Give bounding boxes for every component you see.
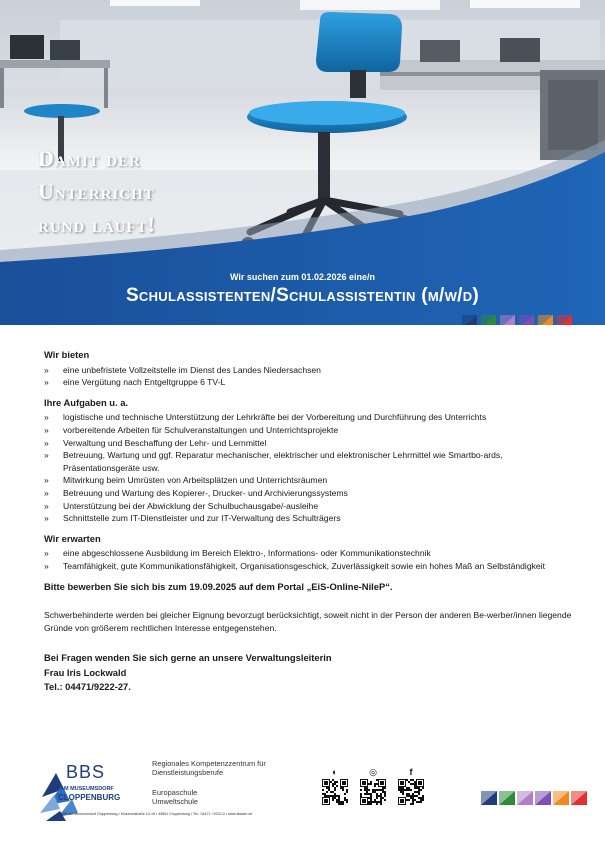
section xyxy=(44,397,574,525)
globe-icon: ◐ xyxy=(332,767,338,777)
color-swatch xyxy=(535,791,551,805)
list-item xyxy=(44,547,574,560)
bullet-marker: » xyxy=(44,364,49,375)
logo-subtitle: AM MUSEUMSDORF xyxy=(60,786,114,792)
bullet-marker: » xyxy=(44,424,49,435)
section-title: Wir bieten xyxy=(44,349,90,360)
list-item xyxy=(44,512,574,525)
footer-color-swatches xyxy=(481,791,587,805)
competence-center xyxy=(152,759,266,777)
section xyxy=(44,349,574,389)
list-item-text: Schnittstelle zum IT-Dienstleister und zur IT-Verwaltung des Schulträgers xyxy=(63,513,341,524)
color-swatch xyxy=(517,791,533,805)
bullet-marker: » xyxy=(44,450,49,461)
qr-code-icon xyxy=(398,779,424,805)
list-item xyxy=(44,500,574,513)
bullet-marker: » xyxy=(44,412,49,423)
bullet-marker: » xyxy=(44,548,49,559)
color-swatch xyxy=(553,791,569,805)
slogan-line-1: Damit der xyxy=(38,146,141,171)
color-swatch xyxy=(462,315,477,325)
color-swatches xyxy=(462,315,572,325)
website-qr[interactable] xyxy=(322,767,348,805)
disability-note: Schwerbehinderte werden bei gleicher Eignung bevorzugt berücksichtigt, soweit nicht in der Person der anderen Be-werber/innen liegende Gründe von größerem rechtlichen Interesse entgegenstehen. xyxy=(44,610,572,634)
contact-block xyxy=(44,651,574,695)
bullet-list xyxy=(44,547,574,572)
list-item-text: Unterstützung bei der Abwicklung der Schulbuchausgabe/-ausleihe xyxy=(63,500,319,511)
bullet-list xyxy=(44,364,574,389)
list-item-text: eine Vergütung nach Entgeltgruppe 6 TV-L xyxy=(63,377,226,388)
qr-code-icon xyxy=(360,779,386,805)
list-item-text: vorbereitende Arbeiten für Schulveranstaltungen und Unterrichtsprojekte xyxy=(63,424,339,435)
qr-code-icon xyxy=(322,779,348,805)
instagram-icon: ◎ xyxy=(369,767,377,777)
umweltschule-label: Umweltschule xyxy=(152,797,199,806)
list-item-text: Betreuung, Wartung und ggf. Reparatur mechanischer, elektrischer und elektronischer Lehrmittel wie Smartbo-ards, Präsentationsgeräte usw. xyxy=(63,450,503,473)
color-swatch xyxy=(557,315,572,325)
bullet-marker: » xyxy=(44,475,49,486)
color-swatch xyxy=(481,315,496,325)
list-item-text: eine abgeschlossene Ausbildung im Bereich Elektro-, Informations- oder Kommunikationstechnik xyxy=(63,548,431,559)
europaschule-label: Europaschule xyxy=(152,788,198,797)
sections-container xyxy=(44,349,574,573)
list-item xyxy=(44,449,574,474)
hero-banner xyxy=(0,0,605,325)
footer-address: BBS am Museumsdorf Cloppenburg • Museumstraße 14-16 • 49661 Cloppenburg • Tel.: 04471 / 9222-0 • www.bbsam.de xyxy=(60,812,253,816)
bullet-marker: » xyxy=(44,487,49,498)
facebook-icon: f xyxy=(409,767,413,777)
list-item xyxy=(44,376,574,389)
bullet-list xyxy=(44,411,574,524)
bullet-marker: » xyxy=(44,560,49,571)
list-item xyxy=(44,411,574,424)
list-item-text: Verwaltung und Beschaffung der Lehr- und Lernmittel xyxy=(63,437,267,448)
list-item xyxy=(44,474,574,487)
list-item-text: logistische und technische Unterstützung der Lehrkräfte bei der Vorbereitung und Durchführung des Unterrichts xyxy=(63,412,487,423)
list-item xyxy=(44,364,574,377)
competence-line-2: Dienstleistungsberufe xyxy=(152,768,224,777)
contact-name: Frau Iris Lockwald xyxy=(44,666,127,678)
contact-intro: Bei Fragen wenden Sie sich gerne an unsere Verwaltungsleiterin xyxy=(44,652,332,664)
bullet-marker: » xyxy=(44,513,49,524)
hero-tagline: Wir suchen zum 01.02.2026 eine/n xyxy=(230,272,375,282)
application-instruction: Bitte bewerben Sie sich bis zum 19.09.2025 auf dem Portal „EiS-Online-NileP“. xyxy=(44,580,393,592)
list-item-text: Betreuung und Wartung des Kopierer-, Drucker- und Archivierungssystems xyxy=(63,487,348,498)
footer xyxy=(0,745,605,856)
list-item xyxy=(44,487,574,500)
color-swatch xyxy=(481,791,497,805)
bullet-marker: » xyxy=(44,377,49,388)
school-labels xyxy=(152,788,198,806)
job-title: Schulassistenten/Schulassistentin (m/w/d) xyxy=(125,285,480,306)
list-item-text: Mitwirkung beim Umrüsten von Arbeitsplätzen und Unterrichtsräumen xyxy=(63,475,328,486)
facebook-qr[interactable] xyxy=(398,767,424,805)
list-item xyxy=(44,560,574,573)
section-title: Wir erwarten xyxy=(44,532,101,544)
list-item xyxy=(44,424,574,437)
color-swatch xyxy=(571,791,587,805)
section-title: Ihre Aufgaben u. a. xyxy=(44,396,129,408)
slogan-line-3: rund läuft! xyxy=(38,212,156,237)
list-item-text: Teamfähigkeit, gute Kommunikationsfähigkeit, Organisationsgeschick, Zuverlässigkeit sowie ein hohes Maß an Selbständigkeit xyxy=(63,560,545,571)
logo-text: BBS xyxy=(66,762,106,782)
job-description xyxy=(44,349,574,695)
hero-slogan xyxy=(38,142,156,241)
color-swatch xyxy=(519,315,534,325)
color-swatch xyxy=(500,315,515,325)
logo-city: CLOPPENBURG xyxy=(58,793,121,802)
section xyxy=(44,533,574,573)
competence-line-1: Regionales Kompetenzzentrum für xyxy=(152,759,266,768)
bullet-marker: » xyxy=(44,500,49,511)
slogan-line-2: Unterricht xyxy=(38,179,155,204)
color-swatch xyxy=(538,315,553,325)
list-item xyxy=(44,437,574,450)
color-swatch xyxy=(499,791,515,805)
contact-phone: Tel.: 04471/9222-27. xyxy=(44,681,131,693)
list-item-text: eine unbefristete Vollzeitstelle im Dienst des Landes Niedersachsen xyxy=(63,364,321,375)
bullet-marker: » xyxy=(44,437,49,448)
instagram-qr[interactable] xyxy=(360,767,386,805)
